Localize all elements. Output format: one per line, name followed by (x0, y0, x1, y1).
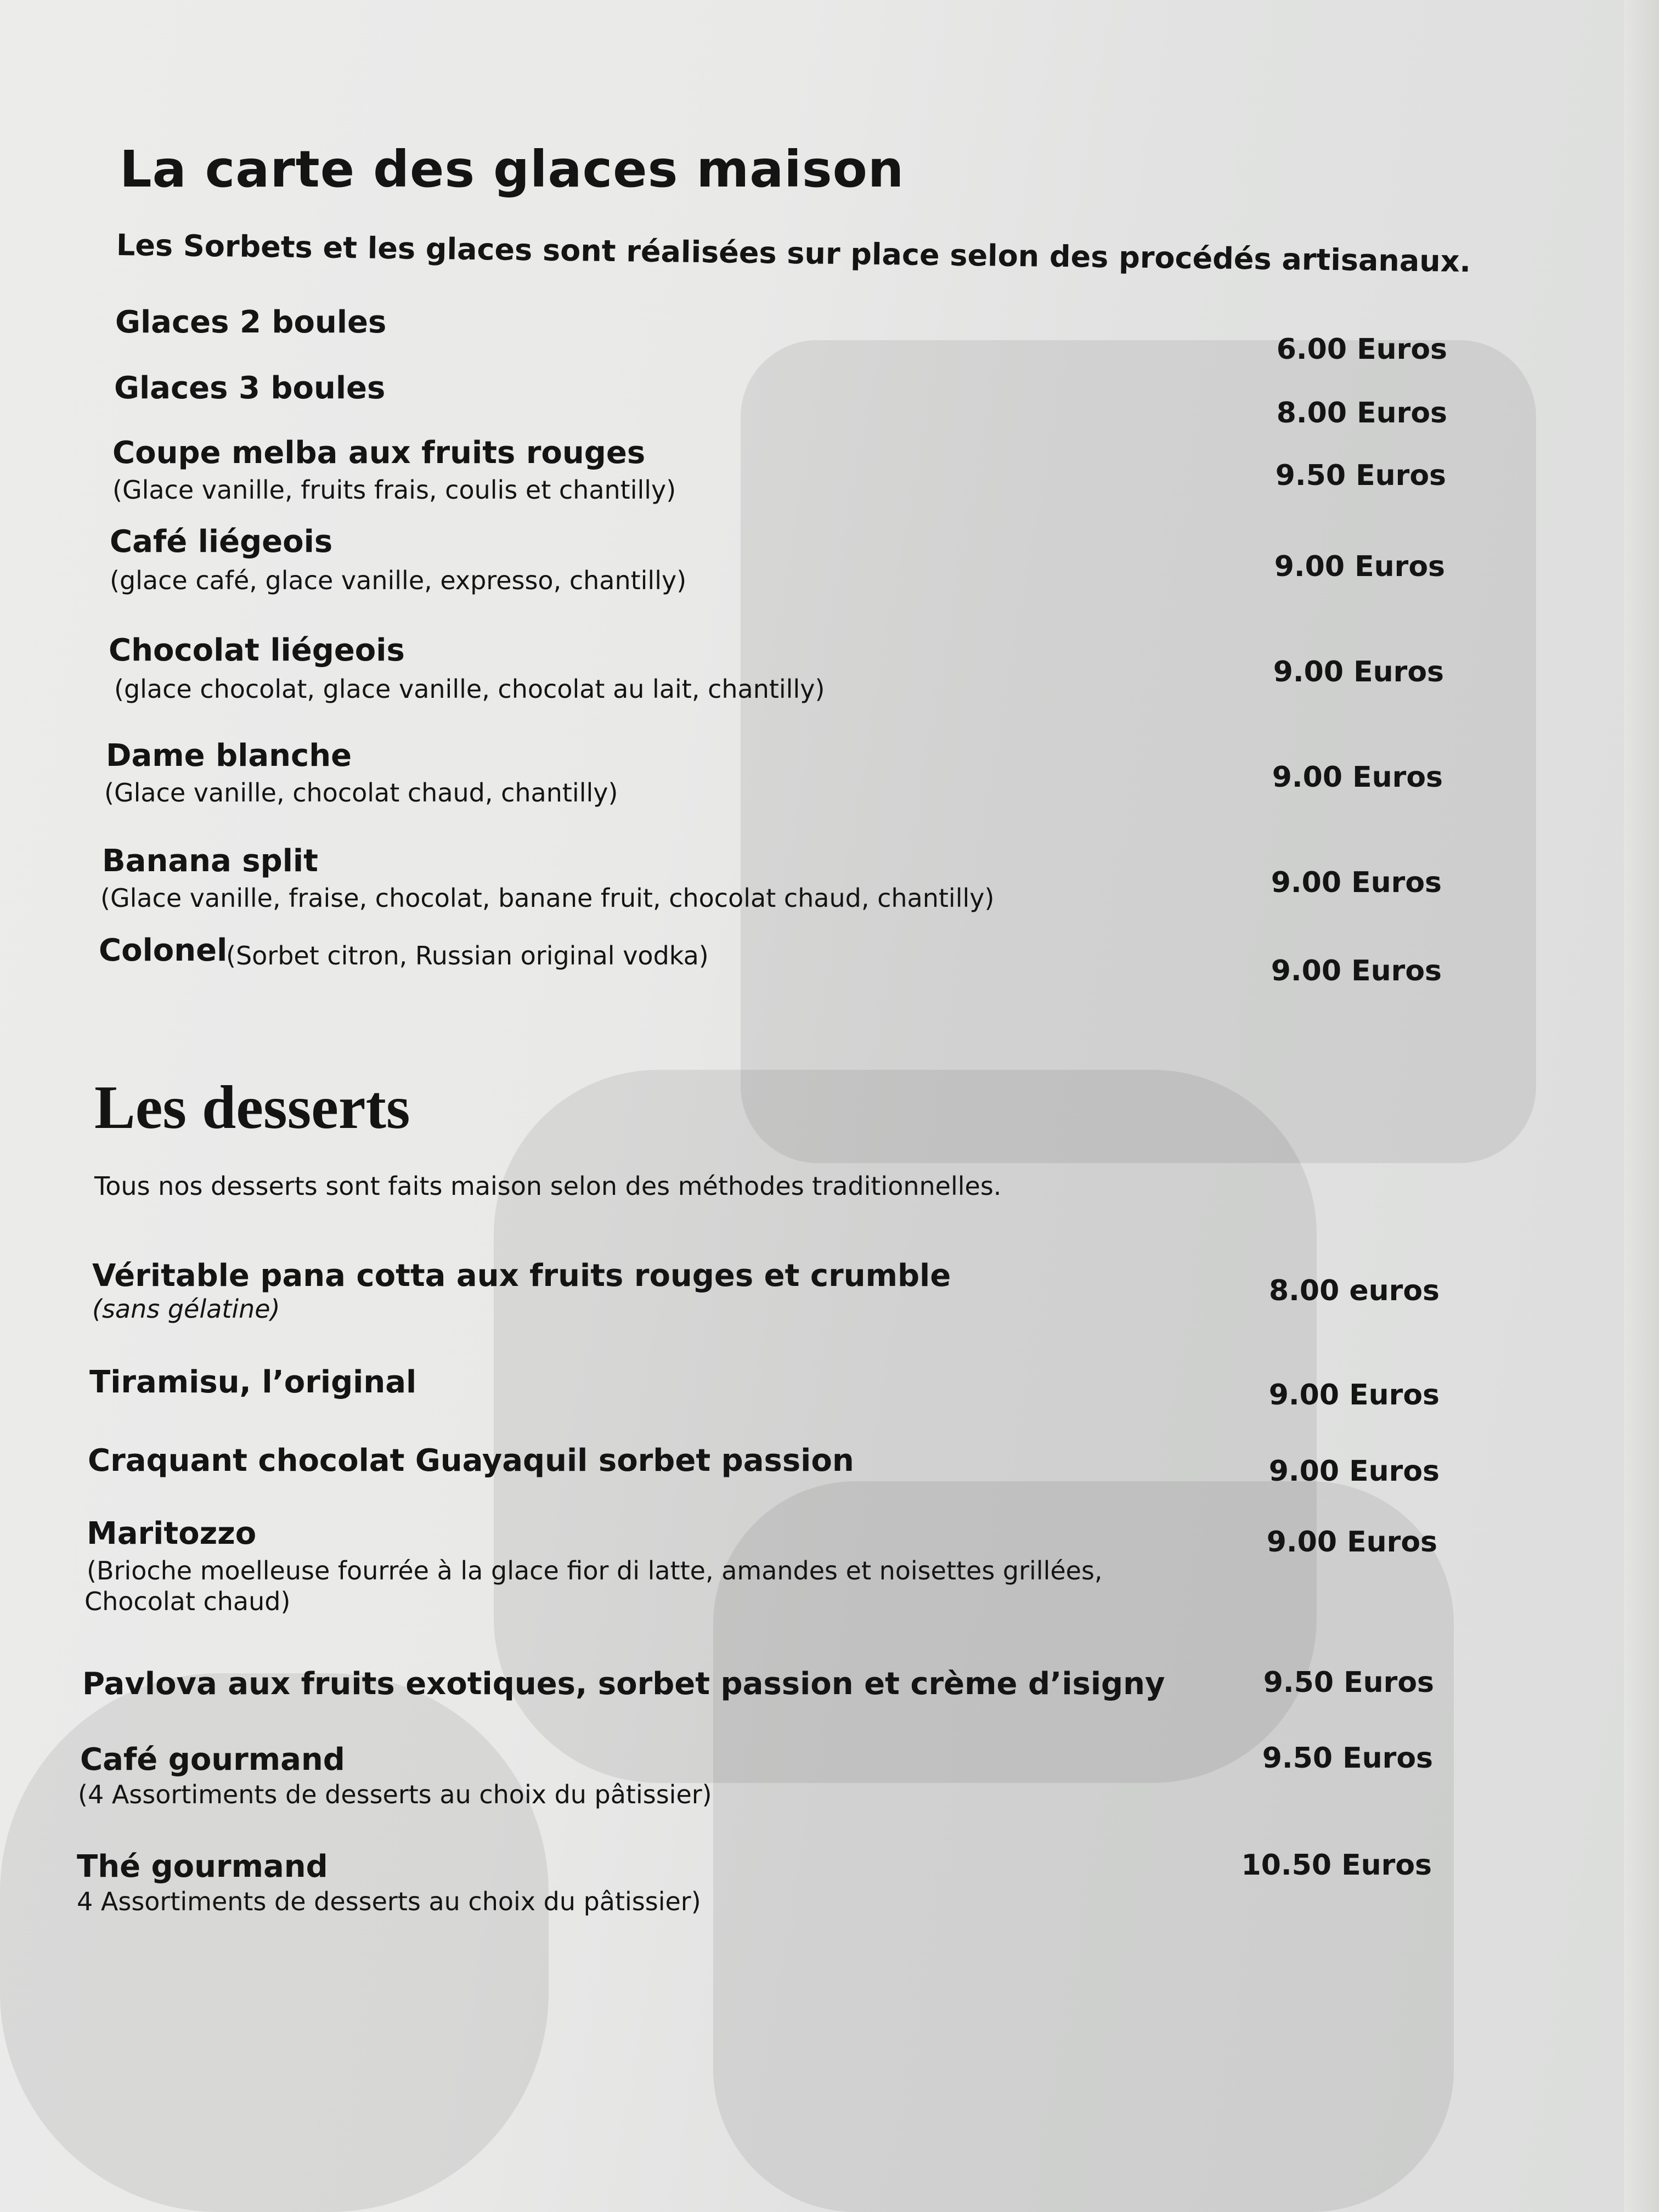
item-price: 9.00 Euros (1271, 866, 1442, 899)
item-description: 4 Assortiments de desserts au choix du pâtissier) (77, 1887, 701, 1916)
item-description: (Sorbet citron, Russian original vodka) (226, 941, 709, 970)
item-price: 9.00 Euros (1272, 761, 1443, 794)
item-name: Craquant chocolat Guayaquil sorbet passion (88, 1443, 854, 1479)
item-name: Coupe melba aux fruits rouges (112, 435, 646, 471)
shadow-overlay (713, 1481, 1454, 2212)
item-price: 9.50 Euros (1275, 459, 1446, 492)
item-price: 8.00 euros (1268, 1274, 1440, 1307)
item-name: Chocolat liégeois (109, 633, 405, 668)
item-name: Véritable pana cotta aux fruits rouges et crumble (92, 1258, 951, 1294)
item-name: Tiramisu, l’original (89, 1364, 417, 1400)
item-price: 9.00 Euros (1268, 1455, 1440, 1488)
item-description: (4 Assortiments de desserts au choix du pâtissier) (78, 1780, 712, 1809)
item-price: 9.00 Euros (1271, 955, 1442, 988)
item-name: Thé gourmand (77, 1849, 328, 1884)
item-description: (Glace vanille, fraise, chocolat, banane fruit, chocolat chaud, chantilly) (100, 883, 995, 913)
adjacent-page-edge (1624, 0, 1659, 2212)
item-price: 10.50 Euros (1241, 1849, 1432, 1882)
item-description: (Brioche moelleuse fourrée à la glace fior di latte, amandes et noisettes grillées, (87, 1556, 1103, 1585)
item-name: Colonel (99, 933, 228, 968)
item-description: (sans gélatine) (92, 1294, 280, 1324)
item-name: Banana split (102, 843, 318, 879)
item-description: (glace chocolat, glace vanille, chocolat au lait, chantilly) (114, 674, 825, 704)
item-price: 9.50 Euros (1262, 1742, 1433, 1775)
item-name: Café liégeois (110, 524, 333, 560)
item-description: (glace café, glace vanille, expresso, chantilly) (110, 566, 687, 595)
section-title-glaces: La carte des glaces maison (120, 140, 905, 199)
item-price: 9.00 Euros (1273, 656, 1444, 689)
section-title-desserts: Les desserts (94, 1074, 410, 1142)
item-name: Glaces 2 boules (115, 304, 387, 340)
item-name: Pavlova aux fruits exotiques, sorbet passion et crème d’isigny (82, 1666, 1165, 1702)
item-price: 9.00 Euros (1268, 1379, 1440, 1412)
item-name: Café gourmand (80, 1742, 345, 1778)
item-name: Dame blanche (106, 738, 352, 774)
item-description: (Glace vanille, fruits frais, coulis et chantilly) (112, 475, 676, 505)
section-intro-glaces: Les Sorbets et les glaces sont réalisées sur place selon des procédés artisanaux. (116, 228, 1471, 279)
item-description: (Glace vanille, chocolat chaud, chantilly) (104, 778, 618, 808)
item-price: 6.00 Euros (1276, 333, 1447, 366)
section-intro-desserts: Tous nos desserts sont faits maison selon des méthodes traditionnelles. (94, 1171, 1002, 1201)
item-price: 8.00 Euros (1276, 397, 1447, 430)
item-description-continued: Chocolat chaud) (84, 1587, 291, 1616)
item-name: Maritozzo (87, 1516, 257, 1551)
item-price: 9.00 Euros (1266, 1526, 1437, 1559)
item-price: 9.00 Euros (1274, 550, 1445, 583)
item-price: 9.50 Euros (1263, 1666, 1434, 1699)
item-name: Glaces 3 boules (114, 370, 386, 406)
